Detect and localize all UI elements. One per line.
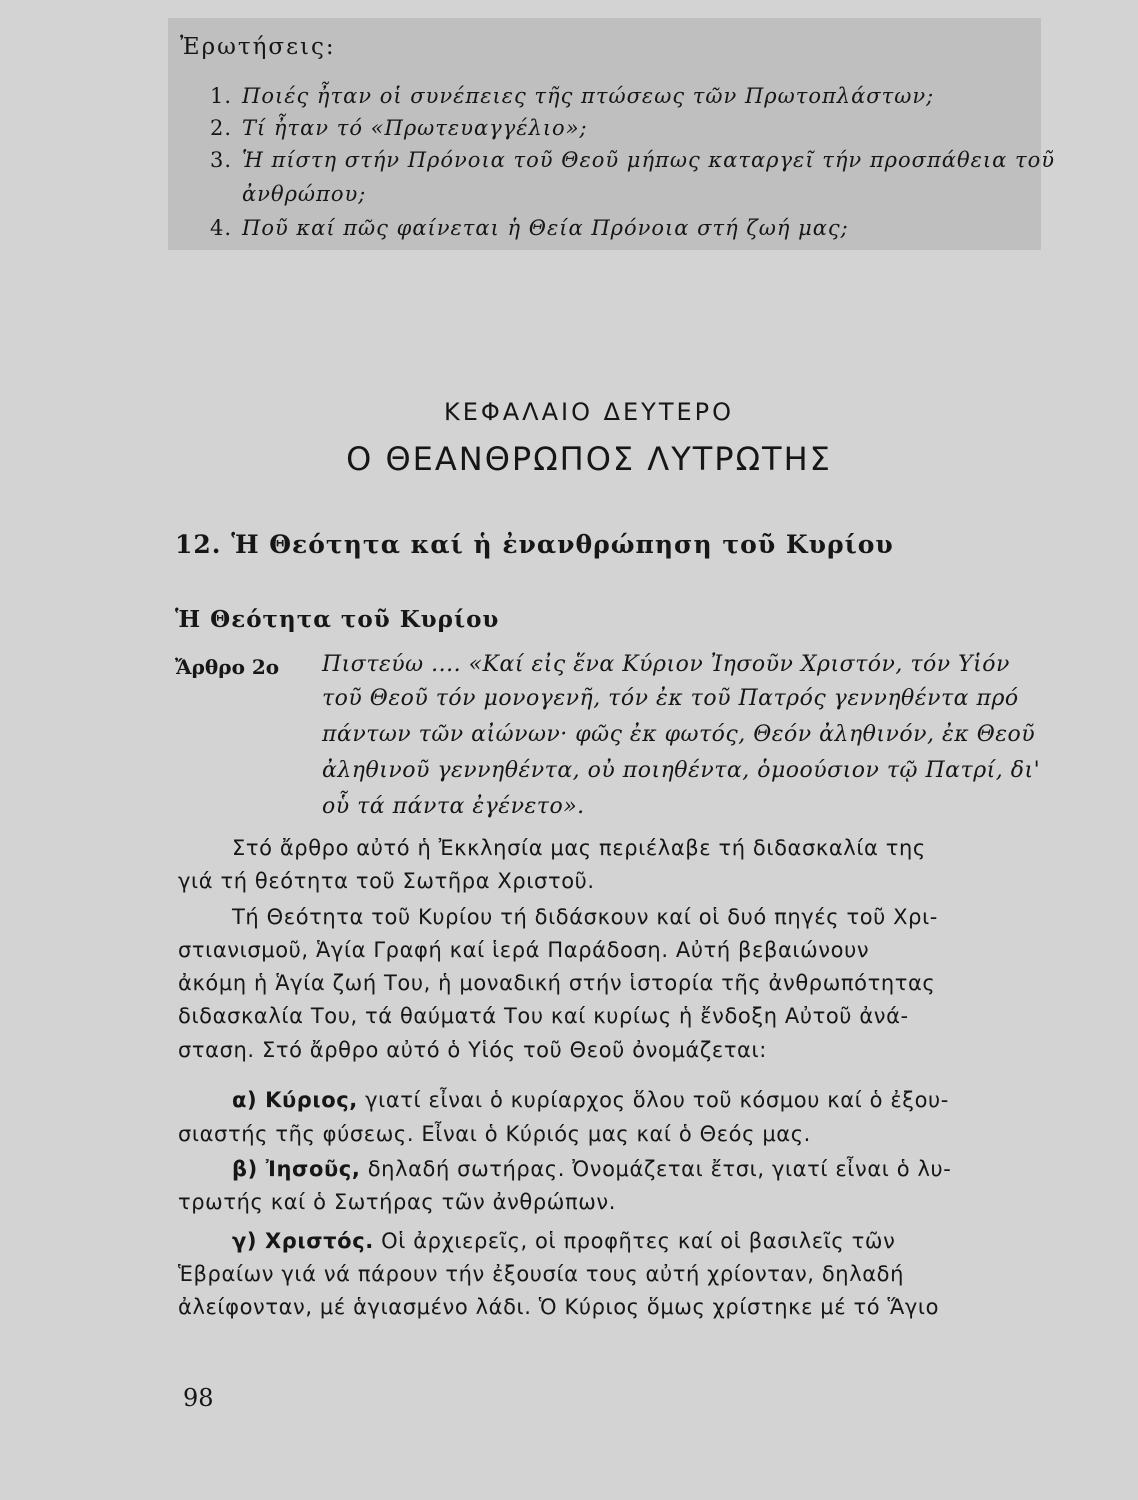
question-text: Ποιές ἦταν οἱ συνέπειες τῆς πτώσεως τῶν Πρωτοπλάστων; (242, 84, 935, 108)
definition-line (232, 1229, 895, 1253)
definition-text: γιατί εἶναι ὁ κυρίαρχος ὅλου τοῦ κόσμου καί ὁ ἐξου- (357, 1088, 949, 1112)
question-number: 4. (210, 216, 233, 240)
page-number: 98 (183, 1384, 214, 1412)
question-item (210, 148, 1055, 172)
question-number: 3. (210, 148, 233, 172)
question-number: 1. (210, 84, 233, 108)
paragraph-line: σταση. Στό ἄρθρο αὐτό ὁ Υἱός τοῦ Θεοῦ ὀνομάζεται: (178, 1038, 767, 1062)
paragraph-line: Στό ἄρθρο αὐτό ἡ Ἐκκλησία μας περιέλαβε τή διδασκαλία της (232, 836, 926, 860)
paragraph-line: ἀκόμη ἡ Ἁγία ζωή Του, ἡ μοναδική στήν ἱστορία τῆς ἀνθρωπότητας (178, 971, 936, 995)
question-number: 2. (210, 116, 233, 140)
question-text: Ποῦ καί πῶς φαίνεται ἡ Θεία Πρόνοια στή ζωή μας; (242, 216, 849, 240)
question-item (210, 216, 849, 240)
creed-line: ἀληθινοῦ γεννηθέντα, οὐ ποιηθέντα, ὁμοούσιον τῷ Πατρί, δι' (322, 758, 1041, 783)
definition-text: δηλαδή σωτήρας. Ὀνομάζεται ἔτσι, γιατί εἶναι ὁ λυ- (360, 1157, 952, 1181)
question-text-continuation: ἀνθρώπου; (242, 182, 367, 206)
definition-term: β) Ἰησοῦς, (232, 1157, 361, 1181)
question-text: Ἡ πίστη στήν Πρόνοια τοῦ Θεοῦ μήπως καταργεῖ τήν προσπάθεια τοῦ (242, 148, 1056, 172)
paragraph-line: Ἑβραίων γιά νά πάρουν τήν ἐξουσία τους αὐτή χρίονταν, δηλαδή (178, 1262, 905, 1286)
definition-text: Οἱ ἀρχιερεῖς, οἱ προφῆτες καί οἱ βασιλεῖς τῶν (373, 1229, 896, 1253)
definition-line (232, 1088, 949, 1112)
question-text: Τί ἦταν τό «Πρωτευαγγέλιο»; (242, 116, 588, 140)
question-item (210, 84, 934, 108)
paragraph-line: διδασκαλία Του, τά θαύματά Του καί κυρίως ἡ ἔνδοξη Αὐτοῦ ἀνά- (178, 1004, 909, 1028)
creed-line: Πιστεύω .... «Καί εἰς ἕνα Κύριον Ἰησοῦν Χριστόν, τόν Υἱόν (322, 652, 1010, 677)
paragraph-line: σιαστής τῆς φύσεως. Εἶναι ὁ Κύριός μας καί ὁ Θεός μας. (178, 1122, 811, 1146)
paragraph-line: στιανισμοῦ, Ἁγία Γραφή καί ἱερά Παράδοση. Αὐτή βεβαιώνουν (178, 938, 870, 962)
article-label: Ἄρθρο 2ο (175, 655, 280, 679)
subsection-heading: Ἡ Θεότητα τοῦ Κυρίου (175, 606, 500, 633)
creed-line: πάντων τῶν αἰώνων· φῶς ἐκ φωτός, Θεόν ἀληθινόν, ἐκ Θεοῦ (322, 722, 1036, 747)
questions-title: Ἐρωτήσεις: (180, 34, 336, 60)
creed-line: οὗ τά πάντα ἐγένετο». (322, 794, 585, 819)
chapter-title: Ο ΘΕΑΝΘΡΩΠΟΣ ΛΥΤΡΩΤΗΣ (346, 440, 832, 478)
creed-line: τοῦ Θεοῦ τόν μονογενῆ, τόν ἐκ τοῦ Πατρός γεννηθέντα πρό (322, 686, 1019, 711)
question-item (210, 116, 588, 140)
definition-term: γ) Χριστός. (232, 1229, 374, 1253)
definition-line (232, 1157, 951, 1181)
section-heading: 12. Ἡ Θεότητα καί ἡ ἐνανθρώπηση τοῦ Κυρίου (175, 530, 894, 559)
paragraph-line: ἀλείφονταν, μέ ἁγιασμένο λάδι. Ὁ Κύριος ὅμως χρίστηκε μέ τό Ἅγιο (178, 1295, 940, 1319)
paragraph-line: Τή Θεότητα τοῦ Κυρίου τή διδάσκουν καί οἱ δυό πηγές τοῦ Χρι- (232, 905, 938, 929)
definition-term: α) Κύριος, (232, 1088, 358, 1112)
paragraph-line: γιά τή θεότητα τοῦ Σωτῆρα Χριστοῦ. (178, 869, 595, 893)
chapter-label: ΚΕΦΑΛΑΙΟ ΔΕΥΤΕΡΟ (443, 398, 735, 426)
paragraph-line: τρωτής καί ὁ Σωτήρας τῶν ἀνθρώπων. (178, 1190, 617, 1214)
